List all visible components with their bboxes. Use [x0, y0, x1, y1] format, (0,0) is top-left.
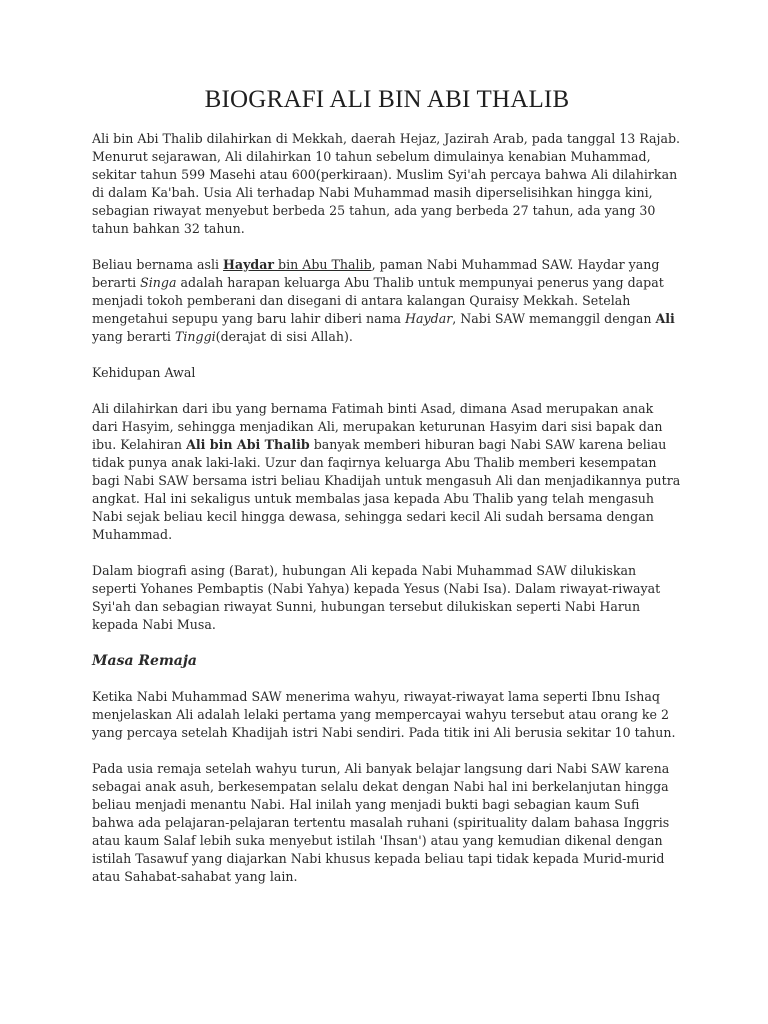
- text-span: yang berarti: [92, 329, 175, 344]
- text-span: (derajat di sisi Allah).: [215, 329, 353, 344]
- text-span: banyak memberi hiburan bagi Nabi SAW karena beliau tidak punya anak laki-laki. Uzur dan faqirnya keluarga Abu Thalib memberi kesempatan bagi Nabi SAW bersama istri beliau Khadijah untuk mengasuh Ali dan menjadikannya putra angkat. Hal ini sekaligus untuk membalas jasa kepada Abu Thalib yang telah mengasuh Nabi sejak beliau kecil hingga dewasa, sehingga sedari kecil Ali sudah bersama dengan Muhammad.: [92, 437, 681, 542]
- paragraph-revelation: Ketika Nabi Muhammad SAW menerima wahyu, riwayat-riwayat lama seperti Ibnu Ishaq menjelaskan Ali adalah lelaki pertama yang mempercayai wahyu tersebut atau orang ke 2 yang percaya setelah Khadijah istri Nabi sendiri. Pada titik ini Ali berusia sekitar 10 tahun.: [92, 689, 676, 740]
- document-title: BIOGRAFI ALI BIN ABI THALIB: [204, 86, 570, 113]
- paragraph-name: [92, 256, 682, 346]
- name-rest: bin Abu Thalib: [274, 257, 372, 272]
- paragraph-birth: Ali bin Abi Thalib dilahirkan di Mekkah, daerah Hejaz, Jazirah Arab, pada tanggal 13 Rajab. Menurut sejarawan, Ali dilahirkan 10 tahun sebelum dimulainya kenabian Muhammad, sekitar tahun 599 Masehi atau 600(perkiraan). Muslim Syi'ah percaya bahwa Ali dilahirkan di dalam Ka'bah. Usia Ali terhadap Nabi Muhammad masih diperselisihkan hingga kini, sebagian riwayat menyebut berbeda 25 tahun, ada yang berbeda 27 tahun, ada yang 30 tahun bahkan 32 tahun.: [92, 131, 681, 236]
- text-span: , paman Nabi Muhammad SAW. Haydar yang berarti: [92, 257, 660, 290]
- name-bold: Haydar: [223, 257, 275, 272]
- name-link: [223, 257, 372, 272]
- text-span: Ali dilahirkan dari ibu yang bernama Fatimah binti Asad, dimana Asad merupakan anak dari Hasyim, sehingga menjadikan Ali, merupakan keturunan Hasyim dari sisi bapak dan ibu. Kelahiran: [92, 401, 663, 452]
- italic-haydar: Haydar: [405, 311, 453, 326]
- heading-masa-remaja: Masa Remaja: [92, 653, 197, 669]
- paragraph-youth: Pada usia remaja setelah wahyu turun, Ali banyak belajar langsung dari Nabi SAW karena sebagai anak asuh, berkesempatan selalu dekat dengan Nabi hal ini berkelanjutan hingga beliau menjadi menantu Nabi. Hal inilah yang menjadi bukti bagi sebagian kaum Sufi bahwa ada pelajaran-pelajaran tertentu masalah ruhani (spirituality dalam bahasa Inggris atau kaum Salaf lebih suka menyebut istilah 'Ihsan') atau yang kemudian dikenal dengan istilah Tasawuf yang diajarkan Nabi khusus kepada beliau tapi tidak kepada Murid-murid atau Sahabat-sahabat yang lain.: [92, 761, 670, 884]
- text-span: , Nabi SAW memanggil dengan: [452, 311, 656, 326]
- italic-singa: Singa: [140, 275, 177, 290]
- text-span: Beliau bernama asli: [92, 257, 224, 272]
- bold-ali: Ali: [655, 311, 675, 326]
- paragraph-biography-foreign: Dalam biografi asing (Barat), hubungan Ali kepada Nabi Muhammad SAW dilukiskan seperti Yohanes Pembaptis (Nabi Yahya) kepada Yesus (Nabi Isa). Dalam riwayat-riwayat Syi'ah dan sebagian riwayat Sunni, hubungan tersebut dilukiskan seperti Nabi Harun kepada Nabi Musa.: [92, 563, 661, 632]
- paragraph-early-life: [92, 400, 682, 544]
- text-span: adalah harapan keluarga Abu Thalib untuk mempunyai penerus yang dapat menjadi tokoh pemberani dan disegani di antara kalangan Quraisy Mekkah. Setelah mengetahui sepupu yang baru lahir diberi nama: [92, 275, 664, 326]
- heading-kehidupan-awal: Kehidupan Awal: [92, 365, 196, 380]
- italic-tinggi: Tinggi: [174, 329, 216, 344]
- document-page: [92, 86, 682, 904]
- bold-ali-bin-abi-thalib: Ali bin Abi Thalib: [186, 437, 310, 452]
